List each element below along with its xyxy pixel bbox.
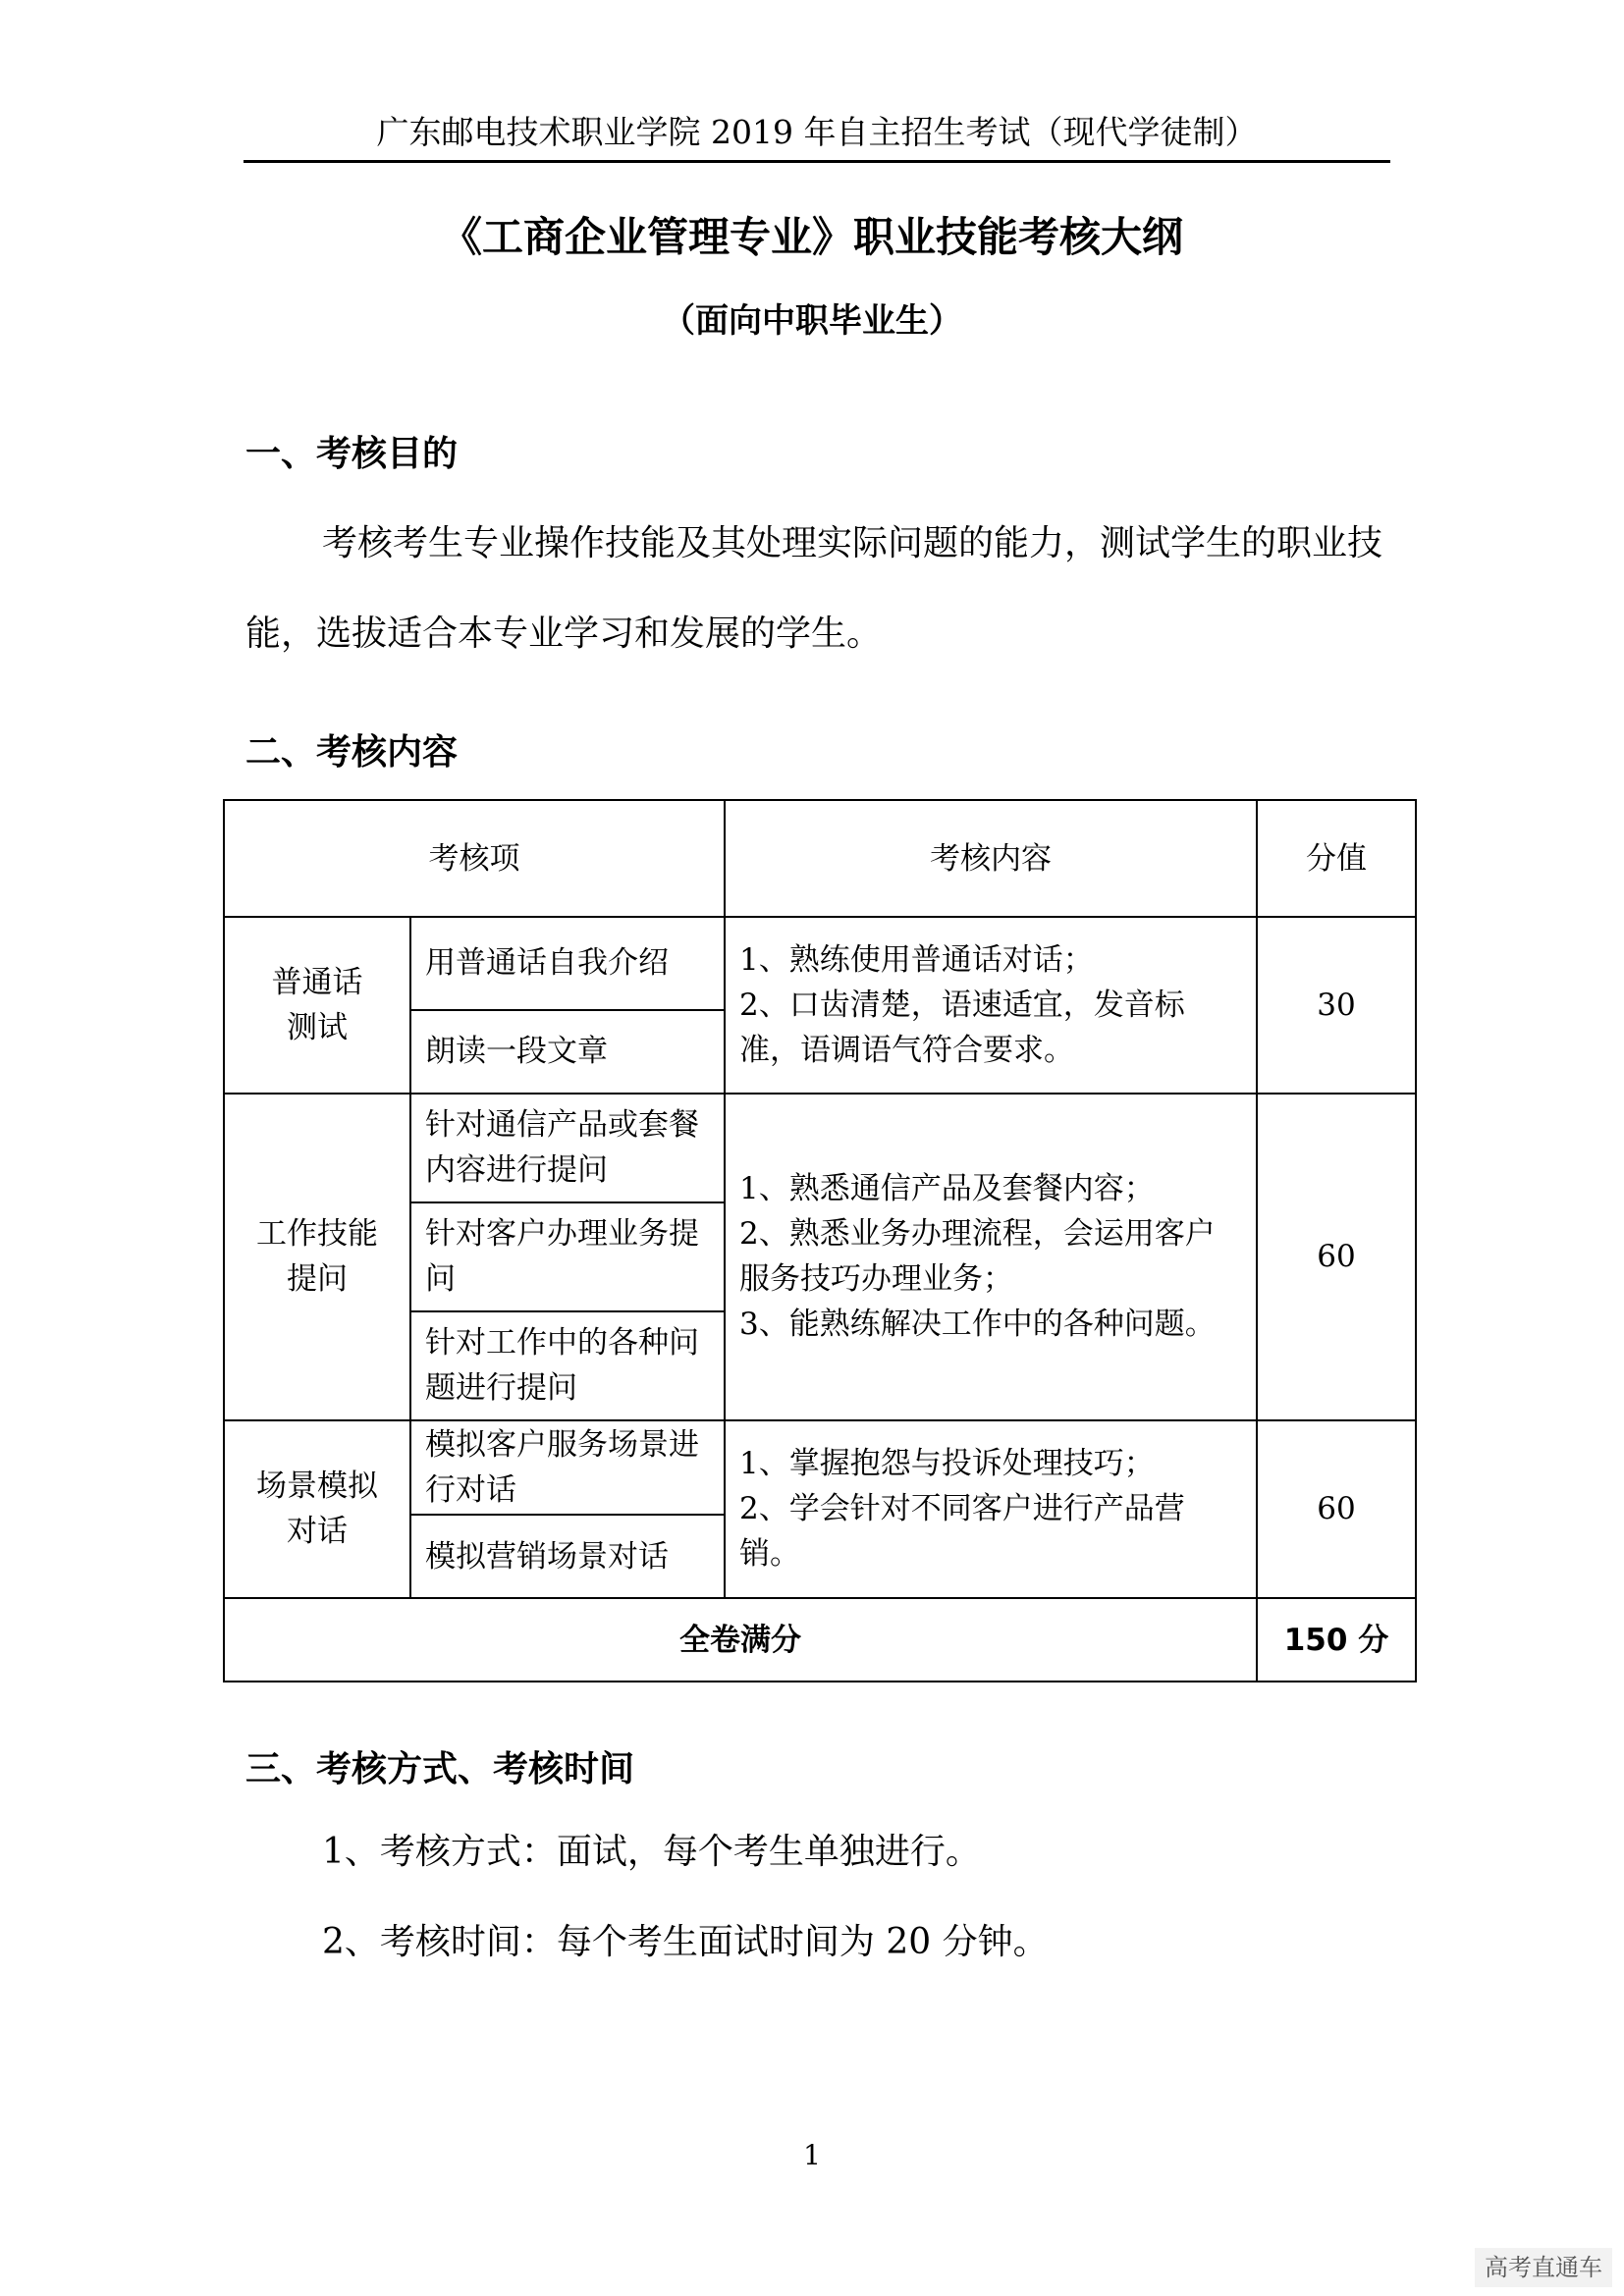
item-cell: 针对客户办理业务提问 bbox=[410, 1202, 725, 1311]
header-content-cell: 考核内容 bbox=[725, 800, 1257, 917]
content-line: 3、能熟练解决工作中的各种问题。 bbox=[739, 1307, 1216, 1343]
content-line: 2、学会针对不同客户进行产品营销。 bbox=[739, 1491, 1185, 1573]
content-line: 1、熟悉通信产品及套餐内容； bbox=[739, 1171, 1155, 1207]
category-cell bbox=[224, 1420, 410, 1599]
content-cell bbox=[725, 1094, 1257, 1420]
table-row bbox=[224, 917, 1416, 1010]
section-3-heading: 三、考核方式、考核时间 bbox=[245, 1749, 635, 1789]
header-item-cell: 考核项 bbox=[224, 800, 725, 917]
total-row bbox=[224, 1598, 1416, 1682]
content-line: 1、掌握抱怨与投诉处理技巧； bbox=[739, 1446, 1155, 1482]
section-2-heading: 二、考核内容 bbox=[245, 732, 459, 773]
document-subtitle: （面向中职毕业生） bbox=[662, 301, 962, 341]
assessment-table bbox=[223, 799, 1417, 1682]
category-text: 工作技能提问 bbox=[256, 1216, 378, 1298]
table-row bbox=[224, 1094, 1416, 1202]
category-text: 普通话测试 bbox=[271, 964, 363, 1045]
content-cell bbox=[725, 1420, 1257, 1599]
total-label-cell: 全卷满分 bbox=[224, 1598, 1257, 1682]
total-value-cell: 150 分 bbox=[1257, 1598, 1416, 1682]
category-cell bbox=[224, 917, 410, 1094]
score-cell: 30 bbox=[1257, 917, 1416, 1094]
table-header-row bbox=[224, 800, 1416, 917]
category-cell bbox=[224, 1094, 410, 1420]
section-1-heading: 一、考核目的 bbox=[245, 434, 459, 474]
item-cell: 模拟营销场景对话 bbox=[410, 1515, 725, 1598]
item-cell: 模拟客户服务场景进行对话 bbox=[410, 1420, 725, 1516]
table-row bbox=[224, 1420, 1416, 1516]
section-1-body: 考核考生专业操作技能及其处理实际问题的能力，测试学生的职业技能，选拔适合本专业学习和发展的学生。 bbox=[245, 523, 1383, 654]
page-header: 广东邮电技术职业学院 2019 年自主招生考试（现代学徒制） bbox=[376, 113, 1258, 151]
score-cell: 60 bbox=[1257, 1420, 1416, 1599]
score-cell: 60 bbox=[1257, 1094, 1416, 1420]
header-rule bbox=[244, 160, 1390, 163]
watermark-logo: 高考直通车 bbox=[1475, 2248, 1612, 2287]
section-3-line: 1、考核方式：面试，每个考生单独进行。 bbox=[322, 1832, 981, 1872]
content-line: 2、口齿清楚，语速适宜，发音标准，语调语气符合要求。 bbox=[739, 987, 1185, 1068]
content-line: 2、熟悉业务办理流程，会运用客户服务技巧办理业务； bbox=[739, 1216, 1216, 1298]
item-cell: 针对通信产品或套餐内容进行提问 bbox=[410, 1094, 725, 1202]
page-number: 1 bbox=[803, 2139, 821, 2171]
header-score-cell: 分值 bbox=[1257, 800, 1416, 917]
section-3-line: 2、考核时间：每个考生面试时间为 20 分钟。 bbox=[322, 1922, 1049, 1962]
category-text: 场景模拟对话 bbox=[256, 1468, 378, 1550]
item-cell: 针对工作中的各种问题进行提问 bbox=[410, 1311, 725, 1420]
content-line: 1、熟练使用普通话对话； bbox=[739, 941, 1094, 978]
document-title: 《工商企业管理专业》职业技能考核大纲 bbox=[440, 213, 1183, 261]
content-cell bbox=[725, 917, 1257, 1094]
item-cell: 用普通话自我介绍 bbox=[410, 917, 725, 1010]
item-cell: 朗读一段文章 bbox=[410, 1010, 725, 1094]
